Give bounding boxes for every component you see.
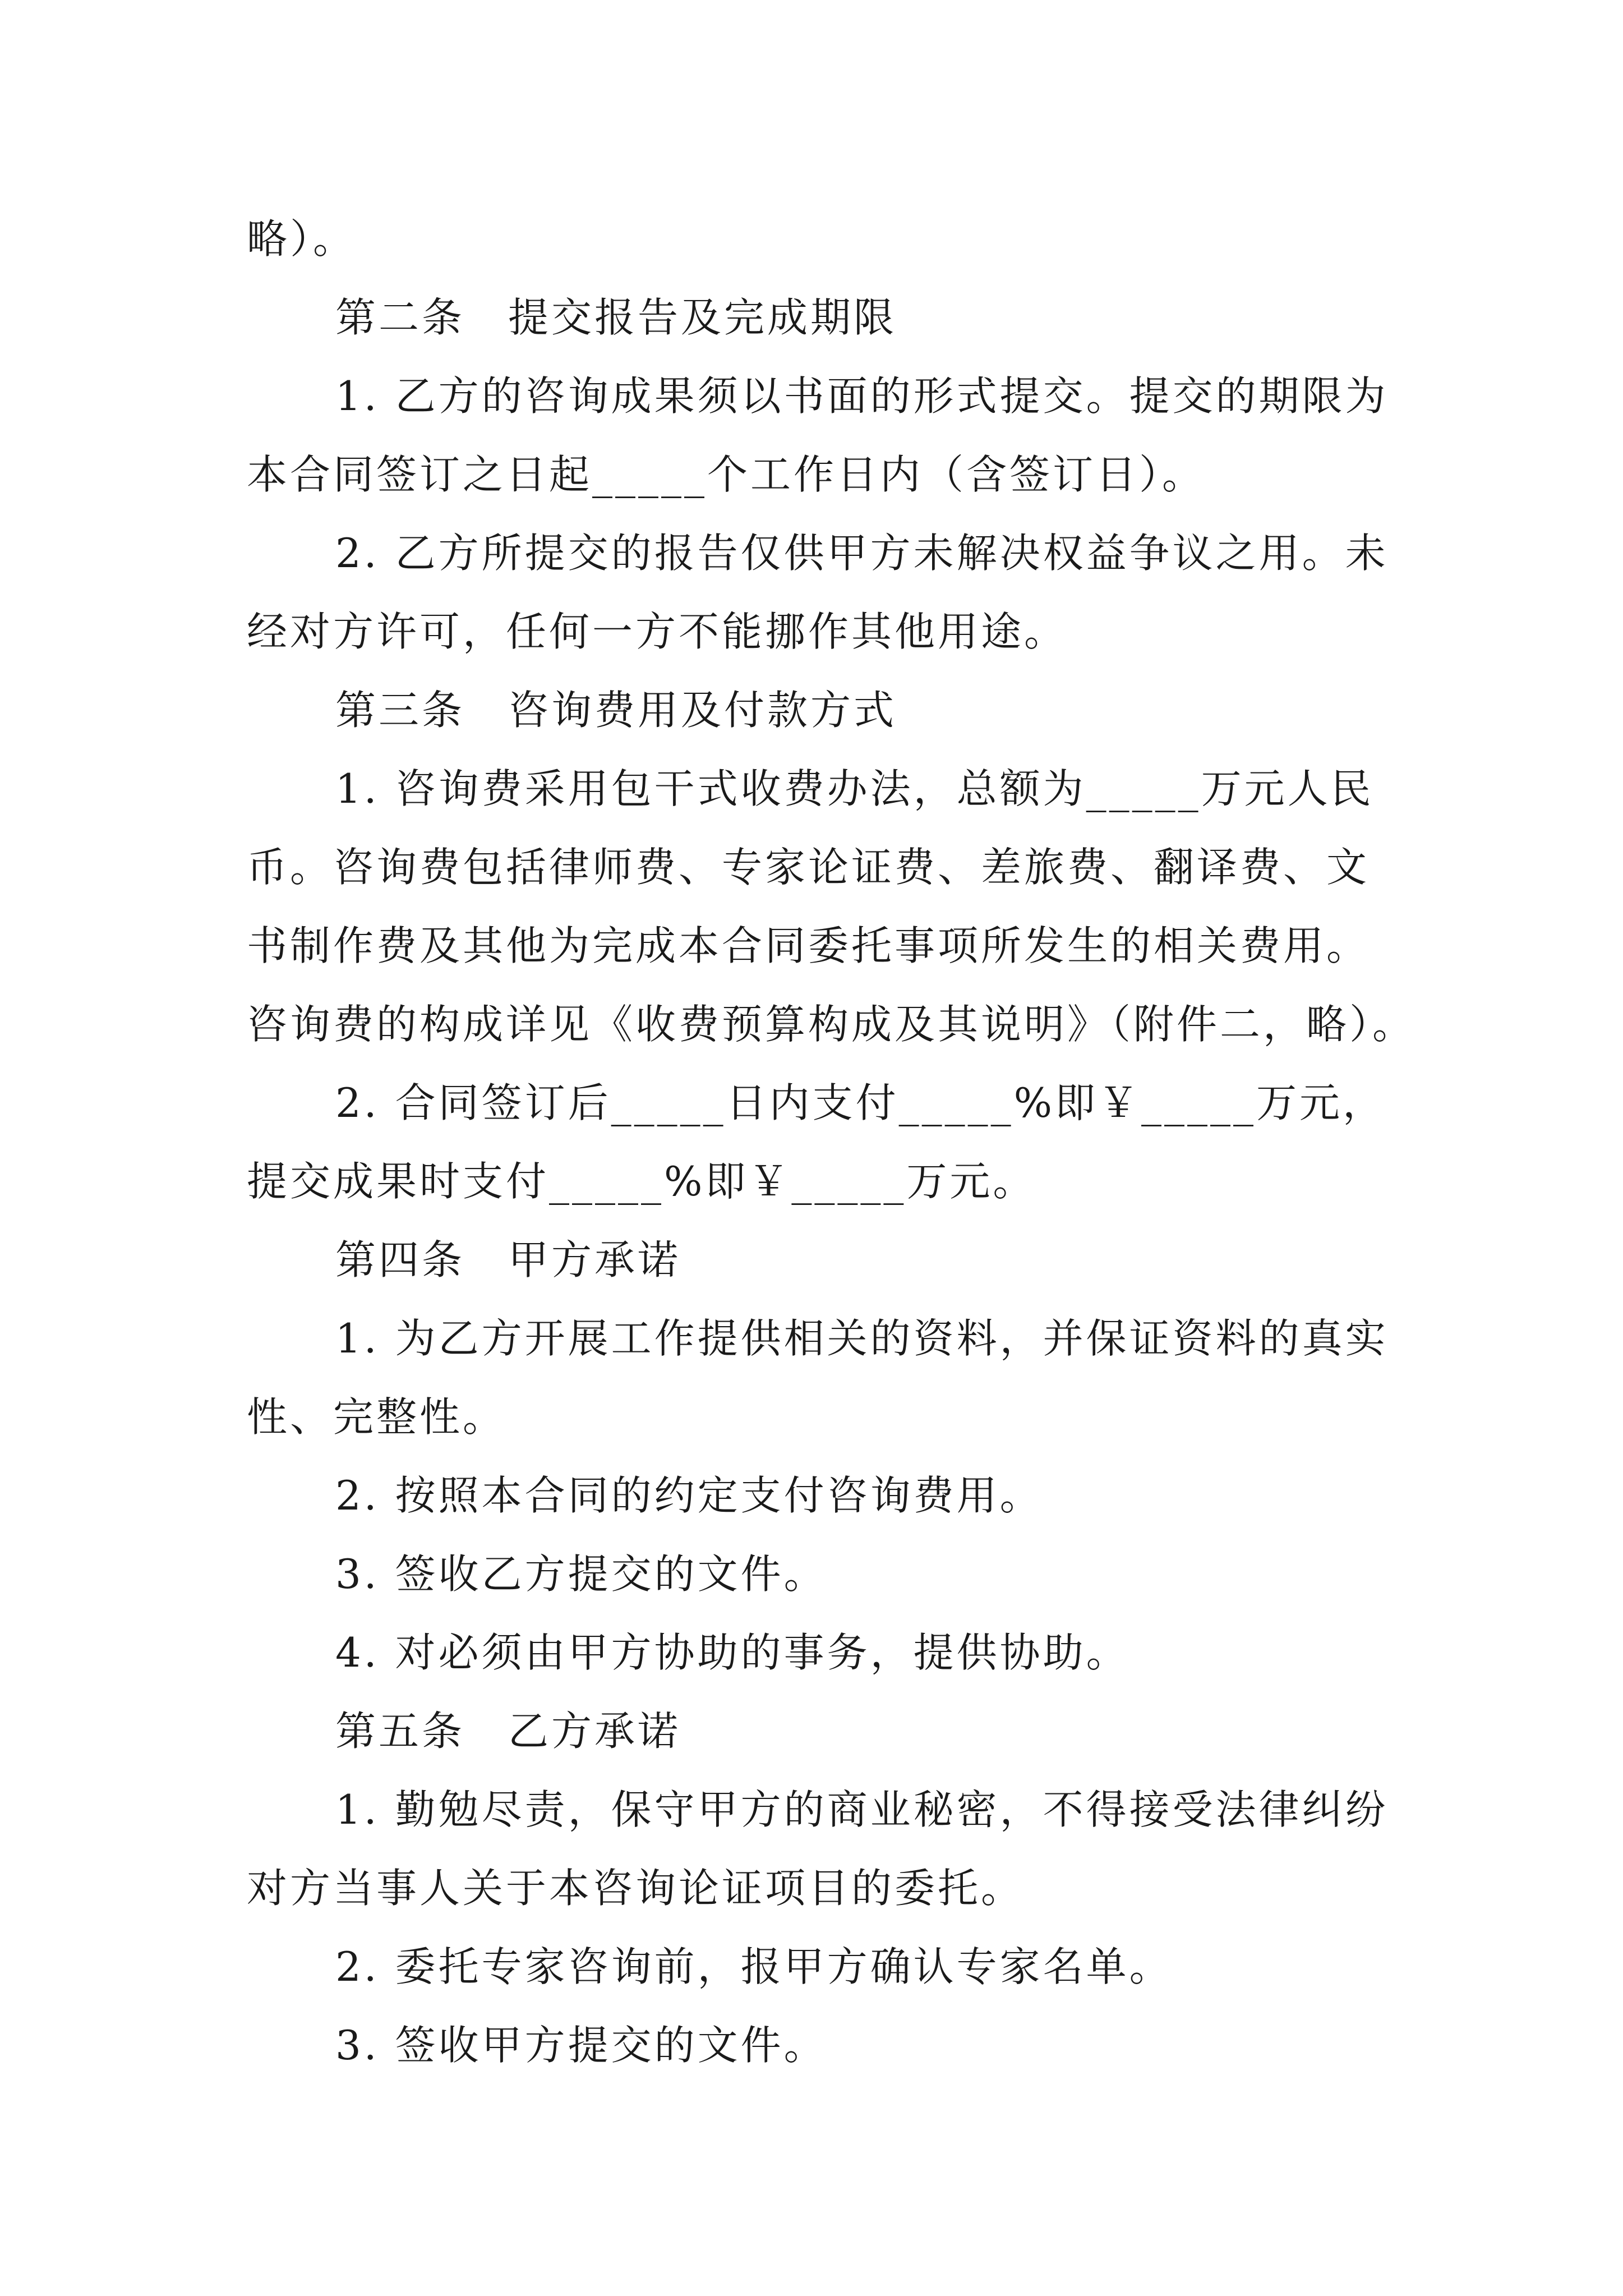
text-line: 3. 签收甲方提交的文件。 xyxy=(335,2022,827,2069)
text-line: 书制作费及其他为完成本合同委托事项所发生的相关费用。 xyxy=(247,922,1370,969)
text-line: 本合同签订之日起_____个工作日内（含签订日）。 xyxy=(247,451,1206,498)
text-line: 性、完整性。 xyxy=(247,1393,506,1441)
text-line: 1. 勤勉尽责，保守甲方的商业秘密，不得接受法律纠纷 xyxy=(335,1786,1389,1833)
text-line: 提交成果时支付_____%即￥_____万元。 xyxy=(247,1158,1036,1205)
section-heading: 第二条 提交报告及完成期限 xyxy=(335,294,897,341)
text-line: 币。咨询费包括律师费、专家论证费、差旅费、翻译费、文 xyxy=(247,844,1370,891)
text-line: 略）。 xyxy=(247,215,357,263)
text-line: 经对方许可，任何一方不能挪作其他用途。 xyxy=(247,608,1068,655)
text-line: 1. 为乙方开展工作提供相关的资料，并保证资料的真实 xyxy=(335,1315,1389,1362)
text-line: 对方当事人关于本咨询论证项目的委托。 xyxy=(247,1865,1025,1912)
text-line: 2. 乙方所提交的报告仅供甲方未解决权益争议之用。未 xyxy=(335,530,1389,577)
text-line: 4. 对必须由甲方协助的事务，提供协助。 xyxy=(335,1629,1129,1676)
text-line: 咨询费的构成详见《收费预算构成及其说明》（附件二，略）。 xyxy=(247,1001,1416,1048)
section-heading: 第四条 甲方承诺 xyxy=(335,1236,681,1283)
text-line: 2. 委托专家咨询前，报甲方确认专家名单。 xyxy=(335,1943,1173,1990)
text-line: 1. 咨询费采用包干式收费办法，总额为_____万元人民 xyxy=(335,765,1374,812)
section-heading: 第三条 咨询费用及付款方式 xyxy=(335,687,897,734)
text-line: 3. 签收乙方提交的文件。 xyxy=(335,1550,827,1598)
text-line: 2. 合同签订后_____日内支付_____%即￥_____万元， xyxy=(335,1079,1386,1126)
text-line: 1. 乙方的咨询成果须以书面的形式提交。提交的期限为 xyxy=(335,372,1389,420)
text-line: 2. 按照本合同的约定支付咨询费用。 xyxy=(335,1472,1043,1519)
section-heading: 第五条 乙方承诺 xyxy=(335,1708,681,1755)
